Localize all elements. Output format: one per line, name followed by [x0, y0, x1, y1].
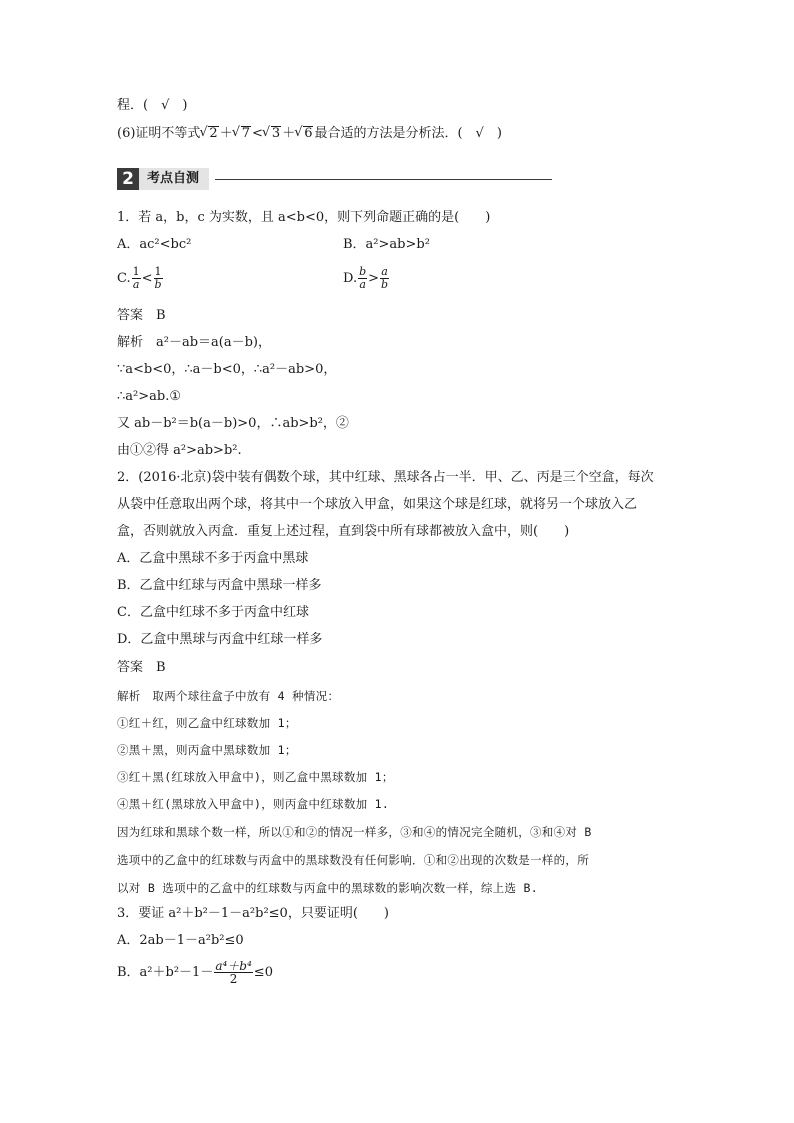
q2-option-c: C．乙盒中红球不多于丙盒中红球	[117, 605, 309, 620]
section-rule	[215, 179, 552, 180]
q2-stem-line: 盒，否则就放入丙盒．重复上述过程，直到袋中所有球都被放入盒中，则( )	[117, 524, 570, 539]
q2-stem-line: 2．(2016·北京)袋中装有偶数个球，其中红球、黑球各占一半．甲、乙、丙是三个空盒，每次	[117, 470, 654, 485]
q2-option-d: D．乙盒中黑球与丙盒中红球一样多	[117, 632, 323, 647]
q1-analysis-line: 由①②得 a²>ab>b².	[117, 443, 242, 458]
q1-analysis-line: ∴a²>ab.①	[117, 389, 181, 404]
q1-option-d: D. $\frac{b}{a}$ > $\frac{a}{b}$	[343, 265, 389, 291]
q1-option-c: C. $\frac{1}{a}$ < $\frac{1}{b}$	[117, 265, 162, 291]
q2-option-b: B．乙盒中红球与丙盒中黑球一样多	[117, 578, 322, 593]
q1-stem: 1．若 a，b，c 为实数，且 a<b<0，则下列命题正确的是( )	[117, 210, 491, 225]
q1-option-b: B．a²>ab>b²	[343, 237, 430, 252]
section-number: 2	[117, 168, 139, 190]
q1-answer: 答案 B	[117, 308, 166, 323]
q1-analysis-line: ∵a<b<0，∴a－b<0，∴a²－ab>0，	[117, 362, 337, 377]
prev-item-line: 程．( √ )	[117, 98, 188, 113]
q2-analysis-line: 以对 B 选项中的乙盒中的红球数与丙盒中的黑球数的影响次数一样，综上选 B.	[117, 881, 538, 895]
q3-option-b: B．a²＋b²－1－ $\frac{\text{a⁴＋b⁴}}{2}$ ≤0	[117, 959, 273, 986]
q1-option-a: A．ac²<bc²	[117, 237, 192, 252]
q2-analysis-line: ②黑＋黑，则丙盒中黑球数加 1；	[117, 743, 297, 757]
prev-item-6: (6)证明不等式√ 2 ＋√ 7 <√ 3 ＋√ 6 最合适的方法是分析法．( √ )	[117, 125, 502, 143]
q2-analysis-line: ③红＋黑(红球放入甲盒中)，则乙盒中黑球数加 1；	[117, 770, 394, 784]
q2-analysis-line: 解析 取两个球往盒子中放有 4 种情况：	[117, 689, 340, 703]
q2-answer: 答案 B	[117, 660, 166, 675]
section-title: 考点自测	[139, 168, 209, 190]
q2-analysis-line: 因为红球和黑球个数一样，所以①和②的情况一样多，③和④的情况完全随机，③和④对 B	[117, 825, 592, 839]
q2-analysis-line: 选项中的乙盒中的红球数与丙盒中的黑球数没有任何影响．①和②出现的次数是一样的，所	[117, 853, 589, 867]
q2-stem-line: 从袋中任意取出两个球，将其中一个球放入甲盒，如果这个球是红球，就将另一个球放入乙	[117, 497, 638, 512]
q1-analysis-line: 又 ab－b²＝b(a－b)>0，∴ab>b²，②	[117, 416, 349, 431]
q2-analysis-line: ④黑＋红(黑球放入甲盒中)，则丙盒中红球数加 1.	[117, 797, 390, 811]
section-header	[117, 168, 437, 190]
q1-analysis-line: 解析 a²－ab＝a(a－b)，	[117, 335, 272, 350]
q2-option-a: A．乙盒中黑球不多于丙盒中黑球	[117, 551, 309, 566]
q3-stem: 3．要证 a²＋b²－1－a²b²≤0，只要证明( )	[117, 906, 389, 921]
q2-analysis-line: ①红＋红，则乙盒中红球数加 1；	[117, 716, 297, 730]
q3-option-a: A．2ab－1－a²b²≤0	[117, 933, 244, 948]
